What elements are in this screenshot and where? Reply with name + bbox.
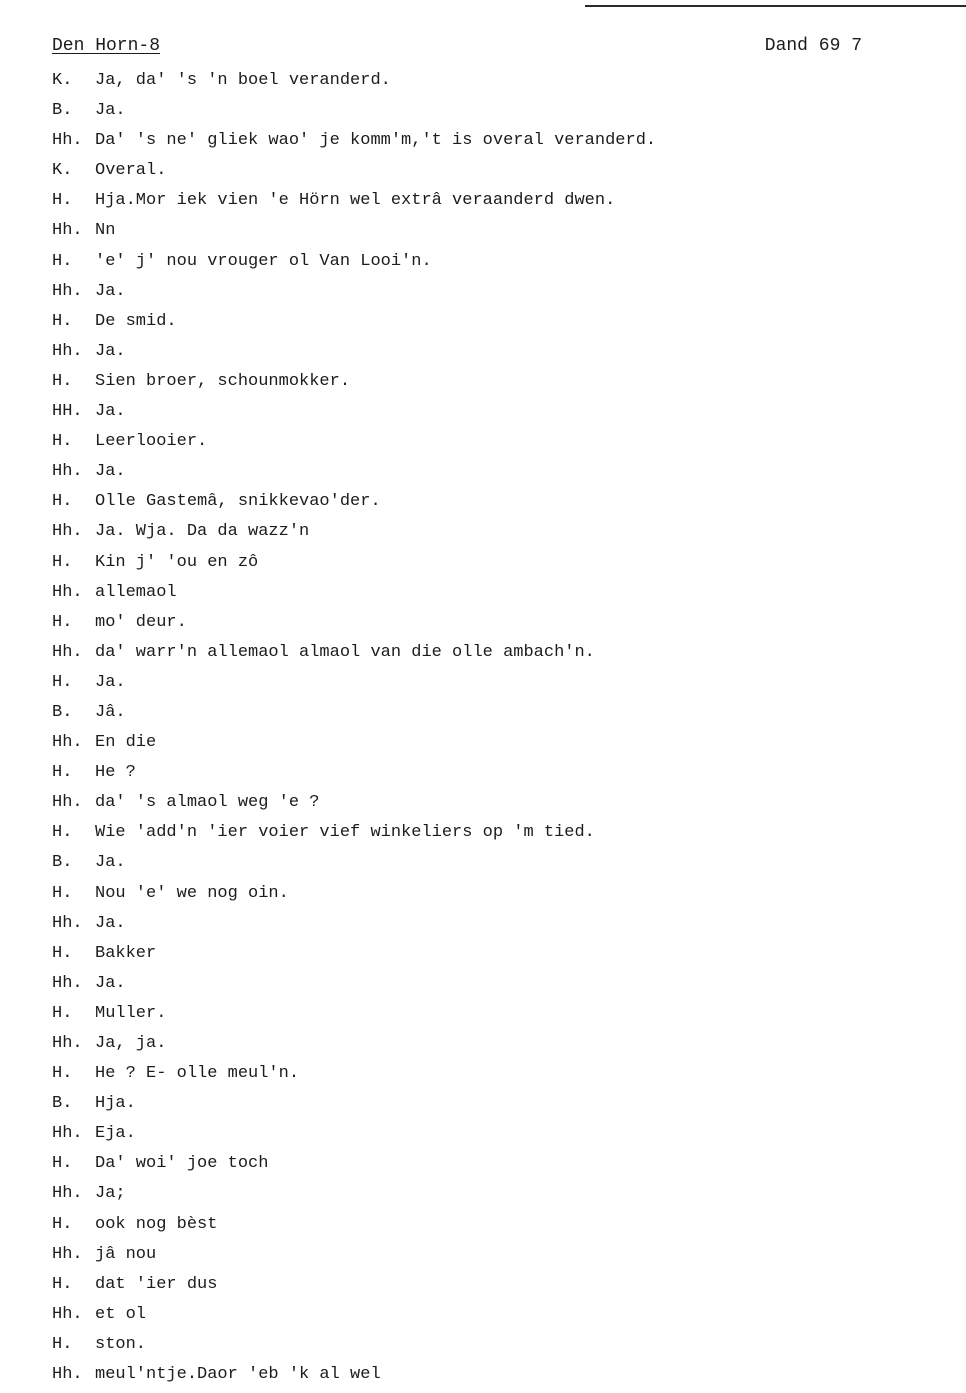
transcript-line	[52, 1270, 932, 1300]
utterance-text: Da' woi' joe toch	[95, 1154, 269, 1174]
speaker-label: Hh.	[52, 281, 83, 301]
transcript-line	[52, 848, 932, 878]
speaker-label: Hh.	[52, 973, 83, 993]
utterance-text: Ja.	[95, 973, 126, 993]
speaker-label: Hh.	[52, 1034, 83, 1053]
utterance-text: Ja.	[95, 913, 126, 933]
utterance-text: da' 's almaol weg 'e ?	[95, 793, 320, 813]
transcript-line	[52, 698, 932, 728]
utterance-text: Hja.	[95, 1094, 136, 1114]
utterance-text: Ja, ja.	[95, 1034, 167, 1053]
speaker-label: H.	[52, 672, 73, 692]
transcript-line	[52, 909, 932, 939]
page-header	[52, 36, 872, 62]
transcript-line	[52, 939, 932, 969]
speaker-label: H.	[52, 251, 73, 271]
utterance-text: Ja;	[95, 1184, 126, 1204]
speaker-label: H.	[52, 883, 73, 903]
speaker-label: Hh.	[52, 1365, 83, 1385]
tape-reference: Dand 69 7	[764, 36, 862, 56]
speaker-label: H.	[52, 191, 73, 211]
speaker-label: H.	[52, 432, 73, 452]
transcript-line	[52, 66, 932, 96]
utterance-text: Ja.	[95, 672, 126, 692]
transcript-line	[52, 818, 932, 848]
transcript	[52, 66, 932, 1390]
speaker-label: Hh.	[52, 341, 83, 361]
transcript-line	[52, 548, 932, 578]
speaker-label: Hh.	[52, 1124, 83, 1144]
speaker-label: Hh.	[52, 462, 83, 482]
utterance-text: Ja.	[95, 402, 126, 422]
utterance-text: Leerlooier.	[95, 432, 208, 452]
speaker-label: B.	[52, 853, 73, 873]
transcript-line	[52, 1300, 932, 1330]
transcript-line	[52, 457, 932, 487]
speaker-label: Hh.	[52, 131, 83, 151]
transcript-line	[52, 969, 932, 999]
transcript-line	[52, 156, 932, 186]
speaker-label: H.	[52, 1064, 73, 1084]
speaker-label: H.	[52, 943, 73, 963]
utterance-text: Bakker	[95, 943, 157, 963]
speaker-label: H.	[52, 311, 73, 331]
utterance-text: ston.	[95, 1334, 147, 1354]
speaker-label: B.	[52, 1094, 73, 1114]
utterance-text: Ja.	[95, 101, 126, 121]
speaker-label: Hh.	[52, 913, 83, 933]
transcript-line	[52, 1119, 932, 1149]
transcript-line	[52, 1210, 932, 1240]
utterance-text: et ol	[95, 1304, 147, 1324]
transcript-line	[52, 216, 932, 246]
utterance-text: Overal.	[95, 161, 167, 181]
utterance-text: 'e' j' nou vrouger ol Van Looi'n.	[95, 251, 432, 271]
transcript-line	[52, 999, 932, 1029]
transcript-line	[52, 126, 932, 156]
speaker-label: B.	[52, 702, 73, 722]
transcript-line	[52, 1059, 932, 1089]
transcript-line	[52, 277, 932, 307]
utterance-text: Wie 'add'n 'ier voier vief winkeliers op 'm tied.	[95, 823, 595, 843]
utterance-text: Ja.	[95, 853, 126, 873]
utterance-text: Ja.	[95, 341, 126, 361]
utterance-text: Sien broer, schounmokker.	[95, 371, 351, 391]
speaker-label: H.	[52, 552, 73, 572]
transcript-line	[52, 367, 932, 397]
utterance-text: He ?	[95, 763, 136, 783]
utterance-text: da' warr'n allemaol almaol van die olle ambach'n.	[95, 642, 595, 662]
utterance-text: Ja, da' 's 'n boel veranderd.	[95, 71, 391, 90]
top-edge-rule	[585, 5, 966, 7]
utterance-text: De smid.	[95, 311, 177, 331]
utterance-text: Eja.	[95, 1124, 136, 1144]
utterance-text: ook nog bèst	[95, 1214, 218, 1234]
speaker-label: Hh.	[52, 1244, 83, 1264]
transcript-line	[52, 427, 932, 457]
transcript-line	[52, 788, 932, 818]
transcript-line	[52, 517, 932, 547]
transcript-line	[52, 879, 932, 909]
speaker-label: H.	[52, 763, 73, 783]
transcript-line	[52, 1149, 932, 1179]
transcript-line	[52, 337, 932, 367]
utterance-text: Nn	[95, 221, 116, 241]
speaker-label: Hh.	[52, 733, 83, 753]
speaker-label: Hh.	[52, 221, 83, 241]
speaker-label: H.	[52, 1214, 73, 1234]
utterance-text: jâ nou	[95, 1244, 157, 1264]
transcript-line	[52, 608, 932, 638]
speaker-label: H.	[52, 823, 73, 843]
utterance-text: allemaol	[95, 582, 177, 602]
utterance-text: dat 'ier dus	[95, 1274, 218, 1294]
transcript-line	[52, 728, 932, 758]
speaker-label: H.	[52, 1334, 73, 1354]
utterance-text: Hja.Mor iek vien 'e Hörn wel extrâ veraanderd dwen.	[95, 191, 616, 211]
transcript-line	[52, 578, 932, 608]
utterance-text: He ? E- olle meul'n.	[95, 1064, 300, 1084]
transcript-line	[52, 1330, 932, 1360]
speaker-label: H.	[52, 1154, 73, 1174]
speaker-label: B.	[52, 101, 73, 121]
transcript-line	[52, 758, 932, 788]
speaker-label: Hh.	[52, 1304, 83, 1324]
speaker-label: Hh.	[52, 582, 83, 602]
speaker-label: H.	[52, 1003, 73, 1023]
transcript-line	[52, 1089, 932, 1119]
transcript-line	[52, 397, 932, 427]
transcript-line	[52, 1360, 932, 1390]
utterance-text: meul'ntje.Daor 'eb 'k al wel	[95, 1365, 381, 1385]
transcript-line	[52, 96, 932, 126]
speaker-label: H.	[52, 612, 73, 632]
speaker-label: Hh.	[52, 642, 83, 662]
transcript-line	[52, 1029, 932, 1059]
transcript-line	[52, 247, 932, 277]
utterance-text: Olle Gastemâ, snikkevao'der.	[95, 492, 381, 512]
utterance-text: Muller.	[95, 1003, 167, 1023]
utterance-text: En die	[95, 733, 157, 753]
transcript-line	[52, 1240, 932, 1270]
speaker-label: K.	[52, 71, 73, 90]
speaker-label: Hh.	[52, 1184, 83, 1204]
utterance-text: Ja. Wja. Da da wazz'n	[95, 522, 310, 542]
utterance-text: Ja.	[95, 462, 126, 482]
utterance-text: Jâ.	[95, 702, 126, 722]
speaker-label: H.	[52, 1274, 73, 1294]
speaker-label: Hh.	[52, 793, 83, 813]
transcript-line	[52, 186, 932, 216]
utterance-text: Kin j' 'ou en zô	[95, 552, 259, 572]
transcript-line	[52, 668, 932, 698]
document-title: Den Horn-8	[52, 36, 161, 56]
transcript-line	[52, 638, 932, 668]
transcript-line	[52, 307, 932, 337]
speaker-label: K.	[52, 161, 73, 181]
transcript-line	[52, 487, 932, 517]
utterance-text: Ja.	[95, 281, 126, 301]
utterance-text: mo' deur.	[95, 612, 187, 632]
speaker-label: H.	[52, 371, 73, 391]
speaker-label: HH.	[52, 402, 83, 422]
transcript-line	[52, 1179, 932, 1209]
utterance-text: Da' 's ne' gliek wao' je komm'm,'t is overal veranderd.	[95, 131, 657, 151]
utterance-text: Nou 'e' we nog oin.	[95, 883, 289, 903]
speaker-label: Hh.	[52, 522, 83, 542]
speaker-label: H.	[52, 492, 73, 512]
